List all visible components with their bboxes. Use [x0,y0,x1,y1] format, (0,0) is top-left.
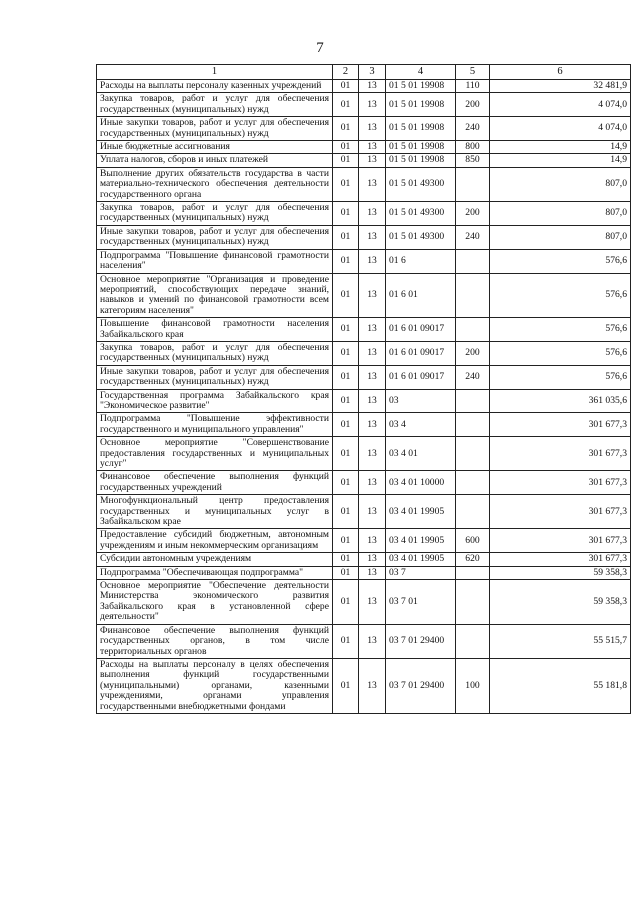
row-subsection: 13 [359,365,386,389]
row-target-code: 03 7 [386,566,456,579]
row-subsection: 13 [359,318,386,342]
row-target-code: 03 4 01 19905 [386,529,456,553]
table-row [97,202,631,226]
table-row [97,658,631,713]
row-target-code: 03 4 01 19905 [386,553,456,566]
table-row [97,437,631,471]
table-row [97,553,631,566]
row-target-code: 03 4 01 [386,437,456,471]
row-section: 01 [333,202,359,226]
row-amount: 301 677,3 [490,413,631,437]
row-target-code: 01 5 01 19908 [386,154,456,167]
row-section: 01 [333,365,359,389]
row-section: 01 [333,167,359,201]
row-expense-type: 240 [456,225,490,249]
page-number: 7 [316,40,324,56]
row-amount: 301 677,3 [490,529,631,553]
row-section: 01 [333,273,359,318]
row-amount: 4 074,0 [490,93,631,117]
row-expense-type [456,566,490,579]
row-amount: 576,6 [490,273,631,318]
row-subsection: 13 [359,413,386,437]
row-section: 01 [333,249,359,273]
row-name: Расходы на выплаты персоналу в целях обеспечения выполнения функций государственными (муниципальными) органами, казенными учреждениями, органами управления государственными внебюджетными фондами [97,658,333,713]
row-amount: 55 515,7 [490,624,631,658]
row-target-code: 03 [386,389,456,413]
row-name: Повышение финансовой грамотности населения Забайкальского края [97,318,333,342]
row-section: 01 [333,495,359,529]
col-header: 2 [333,65,359,80]
row-name: Закупка товаров, работ и услуг для обеспечения государственных (муниципальных) нужд [97,93,333,117]
row-target-code: 01 5 01 49300 [386,202,456,226]
row-section: 01 [333,658,359,713]
row-subsection: 13 [359,658,386,713]
row-section: 01 [333,413,359,437]
row-expense-type: 200 [456,341,490,365]
table-row [97,341,631,365]
row-subsection: 13 [359,341,386,365]
table-row [97,580,631,625]
row-name: Выполнение других обязательств государства в части материально-технического обеспечения деятельности государственного органа [97,167,333,201]
row-expense-type: 200 [456,93,490,117]
row-target-code: 03 4 01 10000 [386,471,456,495]
row-expense-type [456,389,490,413]
row-amount: 301 677,3 [490,437,631,471]
table-row [97,141,631,154]
row-expense-type: 240 [456,117,490,141]
table-row [97,167,631,201]
table-row [97,389,631,413]
row-target-code: 03 4 01 19905 [386,495,456,529]
row-target-code: 01 6 01 [386,273,456,318]
row-name: Основное мероприятие "Обеспечение деятельности Министерства экономического развития Забайкальского края в установленной сфере деятельности" [97,580,333,625]
row-amount: 14,9 [490,154,631,167]
table-row [97,318,631,342]
row-subsection: 13 [359,93,386,117]
row-expense-type: 850 [456,154,490,167]
row-amount: 59 358,3 [490,580,631,625]
row-section: 01 [333,318,359,342]
row-section: 01 [333,580,359,625]
table-row [97,80,631,93]
row-name: Государственная программа Забайкальского края "Экономическое развитие" [97,389,333,413]
row-expense-type [456,413,490,437]
row-expense-type [456,624,490,658]
row-section: 01 [333,225,359,249]
row-name: Финансовое обеспечение выполнения функций государственных учреждений [97,471,333,495]
row-expense-type: 800 [456,141,490,154]
row-subsection: 13 [359,141,386,154]
row-name: Подпрограмма "Обеспечивающая подпрограмма" [97,566,333,579]
row-name: Подпрограмма "Повышение эффективности государственного и муниципального управления" [97,413,333,437]
row-amount: 807,0 [490,167,631,201]
row-target-code: 03 7 01 29400 [386,624,456,658]
row-amount: 301 677,3 [490,471,631,495]
row-name: Подпрограмма "Повышение финансовой грамотности населения" [97,249,333,273]
row-section: 01 [333,471,359,495]
row-target-code: 03 7 01 [386,580,456,625]
row-subsection: 13 [359,553,386,566]
row-name: Субсидии автономным учреждениям [97,553,333,566]
row-target-code: 01 5 01 19908 [386,141,456,154]
row-name: Расходы на выплаты персоналу казенных учреждений [97,80,333,93]
row-amount: 361 035,6 [490,389,631,413]
row-expense-type: 600 [456,529,490,553]
row-name: Уплата налогов, сборов и иных платежей [97,154,333,167]
row-section: 01 [333,93,359,117]
table-row [97,495,631,529]
row-section: 01 [333,553,359,566]
row-expense-type [456,273,490,318]
row-expense-type [456,437,490,471]
row-subsection: 13 [359,566,386,579]
row-target-code: 01 5 01 49300 [386,167,456,201]
table-row [97,93,631,117]
row-amount: 807,0 [490,202,631,226]
row-subsection: 13 [359,202,386,226]
row-subsection: 13 [359,389,386,413]
row-section: 01 [333,154,359,167]
row-subsection: 13 [359,437,386,471]
row-section: 01 [333,437,359,471]
table-row [97,225,631,249]
row-amount: 576,6 [490,249,631,273]
col-header: 3 [359,65,386,80]
row-section: 01 [333,341,359,365]
row-amount: 576,6 [490,318,631,342]
row-subsection: 13 [359,471,386,495]
row-section: 01 [333,566,359,579]
row-target-code: 01 6 01 09017 [386,318,456,342]
row-amount: 576,6 [490,365,631,389]
row-section: 01 [333,117,359,141]
table-row [97,566,631,579]
row-expense-type: 200 [456,202,490,226]
row-expense-type: 620 [456,553,490,566]
row-expense-type [456,471,490,495]
row-target-code: 01 6 01 09017 [386,365,456,389]
row-subsection: 13 [359,167,386,201]
row-target-code: 01 5 01 19908 [386,93,456,117]
col-header: 4 [386,65,456,80]
budget-table [96,64,631,714]
table-row [97,273,631,318]
row-expense-type [456,318,490,342]
row-expense-type: 110 [456,80,490,93]
row-subsection: 13 [359,273,386,318]
row-expense-type [456,495,490,529]
row-name: Иные закупки товаров, работ и услуг для обеспечения государственных (муниципальных) нужд [97,365,333,389]
row-expense-type: 100 [456,658,490,713]
row-amount: 301 677,3 [490,553,631,566]
row-name: Иные закупки товаров, работ и услуг для обеспечения государственных (муниципальных) нужд [97,225,333,249]
row-target-code: 01 5 01 19908 [386,80,456,93]
row-name: Предоставление субсидий бюджетным, автономным учреждениям и иным некоммерческим организациям [97,529,333,553]
col-header: 6 [490,65,631,80]
row-name: Основное мероприятие "Совершенствование предоставления государственных и муниципальных услуг" [97,437,333,471]
row-target-code: 01 5 01 49300 [386,225,456,249]
col-header: 5 [456,65,490,80]
row-target-code: 01 6 [386,249,456,273]
row-amount: 4 074,0 [490,117,631,141]
row-amount: 32 481,9 [490,80,631,93]
row-subsection: 13 [359,624,386,658]
row-subsection: 13 [359,117,386,141]
row-name: Иные бюджетные ассигнования [97,141,333,154]
row-target-code: 01 5 01 19908 [386,117,456,141]
row-target-code: 01 6 01 09017 [386,341,456,365]
table-row [97,365,631,389]
row-subsection: 13 [359,495,386,529]
row-subsection: 13 [359,529,386,553]
table-row [97,413,631,437]
row-name: Основное мероприятие "Организация и проведение мероприятий, способствующих передаче знаний, навыков и умений по финансовой грамотности всем категориям населения" [97,273,333,318]
row-name: Закупка товаров, работ и услуг для обеспечения государственных (муниципальных) нужд [97,202,333,226]
row-amount: 576,6 [490,341,631,365]
row-section: 01 [333,389,359,413]
row-subsection: 13 [359,580,386,625]
row-expense-type: 240 [456,365,490,389]
row-subsection: 13 [359,80,386,93]
row-expense-type [456,249,490,273]
row-subsection: 13 [359,249,386,273]
row-amount: 59 358,3 [490,566,631,579]
row-name: Многофункциональный центр предоставления государственных и муниципальных услуг в Забайкальском крае [97,495,333,529]
row-subsection: 13 [359,154,386,167]
row-target-code: 03 4 [386,413,456,437]
row-amount: 14,9 [490,141,631,154]
row-subsection: 13 [359,225,386,249]
row-expense-type [456,167,490,201]
table-row [97,117,631,141]
row-target-code: 03 7 01 29400 [386,658,456,713]
row-expense-type [456,580,490,625]
table-row [97,249,631,273]
table-row [97,154,631,167]
row-section: 01 [333,624,359,658]
table-row [97,624,631,658]
table-row [97,471,631,495]
row-amount: 55 181,8 [490,658,631,713]
row-name: Иные закупки товаров, работ и услуг для обеспечения государственных (муниципальных) нужд [97,117,333,141]
row-name: Финансовое обеспечение выполнения функций государственных органов, в том числе территориальных органов [97,624,333,658]
row-name: Закупка товаров, работ и услуг для обеспечения государственных (муниципальных) нужд [97,341,333,365]
row-section: 01 [333,141,359,154]
table-row [97,529,631,553]
row-section: 01 [333,80,359,93]
row-amount: 807,0 [490,225,631,249]
row-section: 01 [333,529,359,553]
col-header: 1 [97,65,333,80]
row-amount: 301 677,3 [490,495,631,529]
header-row [97,65,631,80]
